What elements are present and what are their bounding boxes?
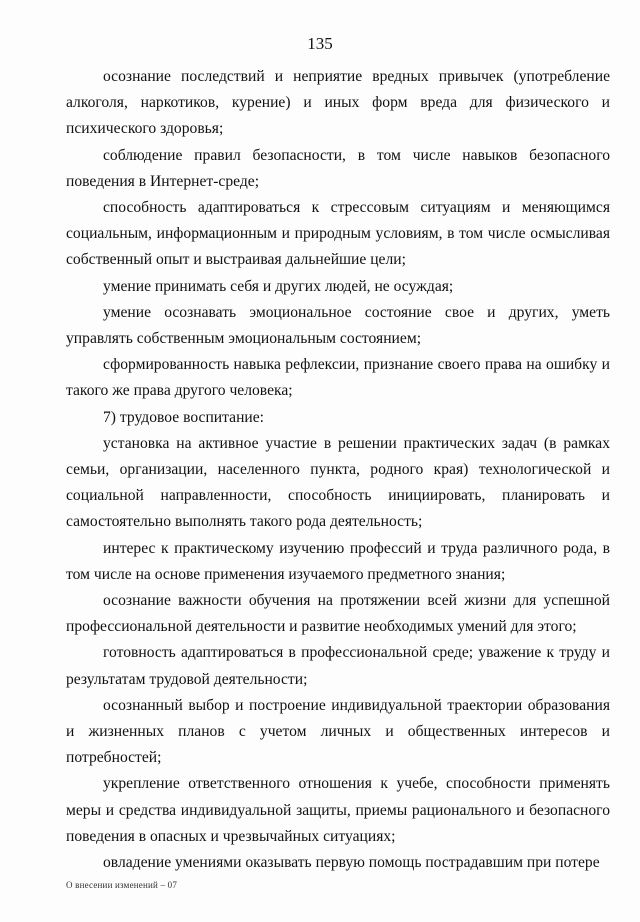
paragraph: способность адаптироваться к стрессовым ситуациям и меняющимся социальным, информационным и природным условиям, в том числе осмысливая собственный опыт и выстраивая дальнейшие цели; [66,199,610,269]
page-footer: О внесении изменений – 07 [66,880,178,890]
paragraph: интерес к практическому изучению профессий и труда различного рода, в том числе на основе применения изучаемого предметного знания; [66,539,610,583]
paragraph: укрепление ответственного отношения к учебе, способности применять меры и средства индивидуальной защиты, приемы рационального и безопасного поведения в опасных и чрезвычайных ситуациях; [66,775,610,845]
paragraph: готовность адаптироваться в профессиональной среде; уважение к труду и результатам трудовой деятельности; [66,644,610,688]
paragraph: установка на активное участие в решении практических задач (в рамках семьи, организации, населенного пункта, родного края) технологической и социальной направленности, способность инициировать, планировать и самостоятельно выполнять такого рода деятельность; [66,434,610,531]
paragraph: овладение умениями оказывать первую помощь пострадавшим при потере [103,854,600,872]
paragraph: осознание последствий и неприятие вредных привычек (употребление алкоголя, наркотиков, курение) и иных форм вреда для физического и психического здоровья; [66,68,610,138]
section-heading: 7) трудовое воспитание: [103,408,265,426]
paragraph: соблюдение правил безопасности, в том числе навыков безопасного поведения в Интернет-среде; [66,146,610,190]
paragraph: умение принимать себя и других людей, не осуждая; [103,277,454,295]
paragraph: умение осознавать эмоциональное состояние свое и других, уметь управлять собственным эмоциональным состоянием; [66,303,610,348]
page-number: 135 [307,34,333,53]
paragraph: осознанный выбор и построение индивидуальной траектории образования и жизненных планов с учетом личных и общественных интересов и потребностей; [66,696,610,767]
paragraph: сформированность навыка рефлексии, признание своего права на ошибку и такого же права другого человека; [66,356,610,400]
page-body [66,64,610,876]
paragraph: осознание важности обучения на протяжении всей жизни для успешной профессиональной деятельности и развитие необходимых умений для этого; [66,592,610,636]
